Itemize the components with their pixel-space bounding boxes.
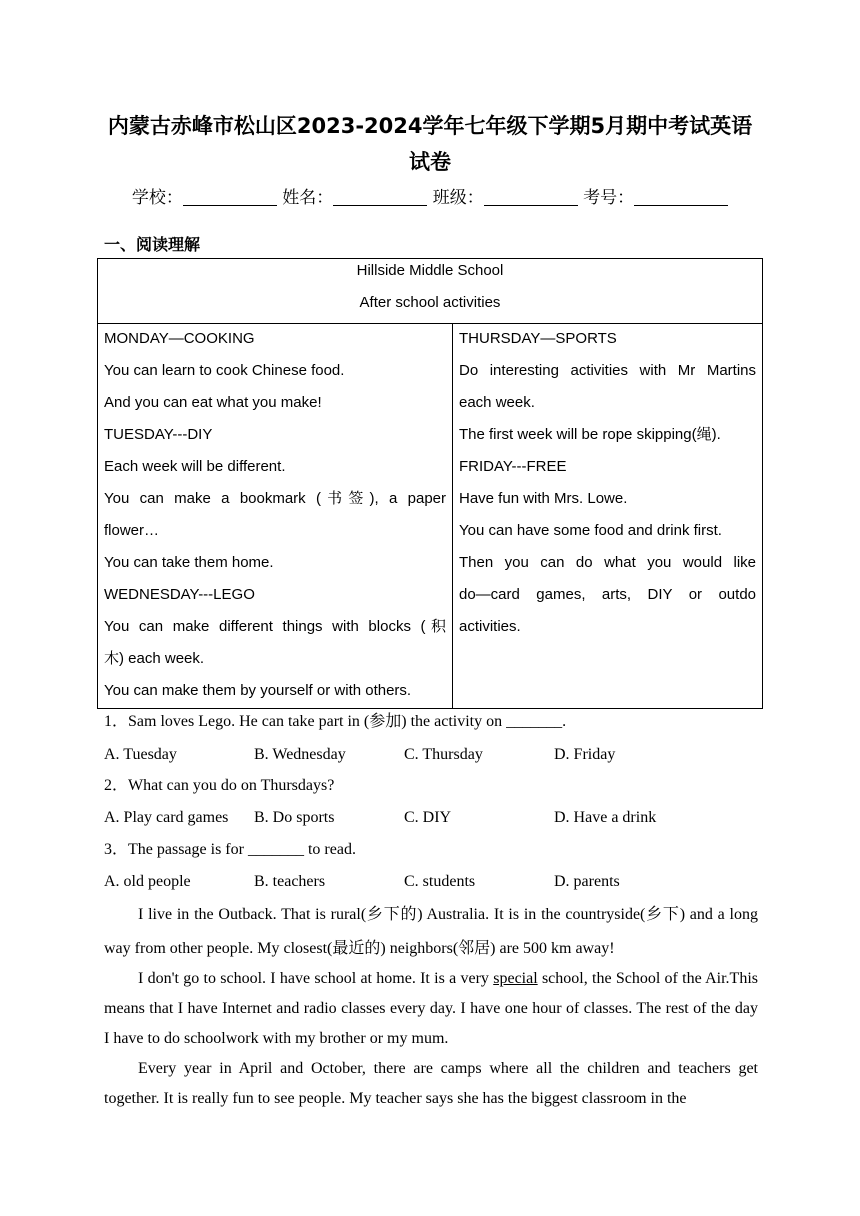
passage-paragraph-2: [104, 964, 758, 1054]
left-line: WEDNESDAY---LEGO: [104, 586, 255, 603]
class-label: 班级：: [432, 188, 484, 208]
q2-option-d: D. Have a drink: [554, 809, 657, 826]
school-name: Hillside Middle School: [356, 262, 504, 279]
left-line: TUESDAY---DIY: [104, 426, 213, 443]
class-blank: [484, 187, 578, 206]
q3-option-b: B. teachers: [254, 873, 326, 890]
q3-option-c: C. students: [404, 873, 476, 890]
exam-number-blank: [634, 187, 728, 206]
left-line: MONDAY—COOKING: [104, 330, 255, 347]
q1-option-a: A. Tuesday: [104, 746, 177, 763]
left-line: You can make a bookmark (书签), a paper: [104, 490, 446, 507]
q2-option-c: C. DIY: [404, 809, 452, 826]
student-info-line: [0, 183, 860, 208]
left-line: And you can eat what you make!: [104, 394, 322, 411]
q1-option-b: B. Wednesday: [254, 746, 346, 763]
right-line: You can have some food and drink first.: [459, 522, 722, 539]
right-line: FRIDAY---FREE: [459, 458, 567, 475]
left-line: 木) each week.: [104, 650, 205, 667]
school-label: 学校：: [131, 188, 183, 208]
q2-option-a: A. Play card games: [104, 809, 229, 826]
right-line: do—card games, arts, DIY or outdo: [459, 586, 756, 603]
right-line: Do interesting activities with Mr Martins: [459, 362, 756, 379]
passage-paragraph-3: Every year in April and October, there are camps where all the children and teachers get together. It is really fun to see people. My teacher says she has the biggest classroom in the: [104, 1060, 758, 1107]
q1-option-c: C. Thursday: [404, 746, 483, 763]
right-column: [453, 323, 762, 708]
section-title: 一、阅读理解: [104, 235, 201, 254]
q3-option-d: D. parents: [554, 873, 620, 890]
left-column: [98, 323, 453, 708]
name-label: 姓名：: [282, 188, 334, 208]
exam-title: [90, 108, 770, 180]
q2-option-b: B. Do sports: [254, 809, 335, 826]
right-line: THURSDAY—SPORTS: [459, 330, 617, 347]
left-line: You can make different things with blocks (积: [104, 618, 446, 635]
left-line: flower…: [104, 522, 160, 539]
q3-option-a: A. old people: [104, 873, 191, 890]
exam-number-label: 考号：: [583, 188, 635, 208]
p2-text-after: school, the School of the Air.This means that I have Internet and radio classes every day. I have one hour of classes. The rest of the day I have to do schoolwork with my brother or my mum.: [104, 970, 759, 1047]
table-subtitle: After school activities: [359, 294, 501, 311]
exam-title-line2: 试卷: [409, 150, 451, 174]
left-line: You can make them by yourself or with others.: [104, 682, 412, 699]
exam-title-line1: 内蒙古赤峰市松山区2023-2024学年七年级下学期5月期中考试英语: [107, 114, 753, 138]
question-3: 3．The passage is for _______ to read.: [104, 841, 356, 858]
right-line: The first week will be rope skipping(绳).: [459, 426, 721, 443]
right-line: Have fun with Mrs. Lowe.: [459, 490, 628, 507]
question-1: 1．Sam loves Lego. He can take part in (参加) the activity on _______.: [104, 713, 567, 730]
p2-underlined-word: special: [493, 970, 538, 987]
left-line: You can learn to cook Chinese food.: [104, 362, 345, 379]
school-blank: [183, 187, 277, 206]
q1-option-d: D. Friday: [554, 746, 616, 763]
table-header: [98, 259, 762, 324]
question-2: 2．What can you do on Thursdays?: [104, 777, 335, 794]
right-line: each week.: [459, 394, 535, 411]
p2-text-before: I don't go to school. I have school at home. It is a very: [138, 970, 494, 987]
activities-table: [97, 258, 763, 709]
right-line: Then you can do what you would like: [459, 554, 756, 571]
right-line: activities.: [459, 618, 521, 635]
name-blank: [333, 187, 427, 206]
left-line: You can take them home.: [104, 554, 274, 571]
passage-paragraph-1: I live in the Outback. That is rural(乡下的) Australia. It is in the countryside(乡下) and a long way from other people. My closest(最近的) neighbors(邻居) are 500 km away!: [104, 906, 758, 957]
left-line: Each week will be different.: [104, 458, 286, 475]
